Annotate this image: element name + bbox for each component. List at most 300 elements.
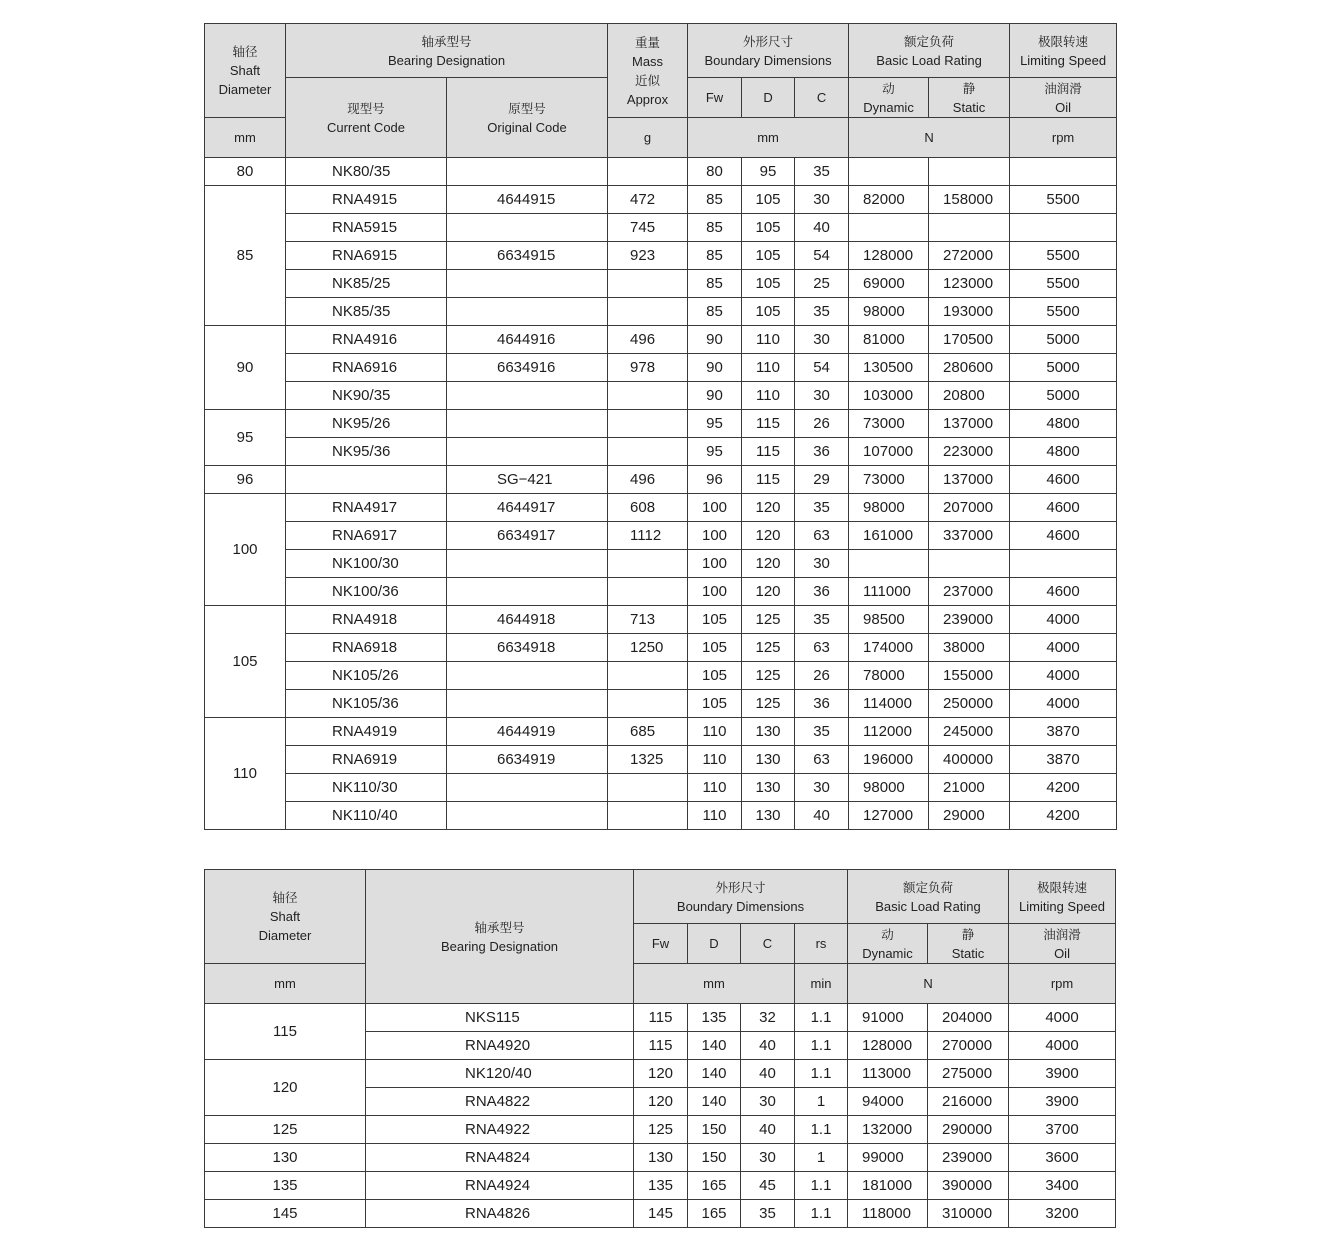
mass-cell — [608, 298, 688, 326]
fw-cell: 105 — [688, 690, 742, 718]
original-code-cell — [447, 438, 608, 466]
static-load-cell: 275000 — [928, 1060, 1009, 1088]
speed-header-2: 极限转速 Limiting Speed — [1009, 870, 1116, 924]
fw-cell: 90 — [688, 326, 742, 354]
original-code-header: 原型号 Original Code — [447, 78, 608, 158]
unit-mm: mm — [205, 118, 286, 158]
shaft-diameter-cell: 135 — [205, 1172, 366, 1200]
current-code-cell: RNA5915 — [286, 214, 447, 242]
dynamic-load-cell: 69000 — [849, 270, 929, 298]
d-cell: 110 — [742, 354, 795, 382]
limiting-speed-cell: 4000 — [1009, 1004, 1116, 1032]
fw-cell: 85 — [688, 214, 742, 242]
d-header: D — [742, 78, 795, 118]
static-load-cell: 137000 — [929, 466, 1010, 494]
dynamic-load-cell: 132000 — [848, 1116, 928, 1144]
limiting-speed-cell: 3200 — [1009, 1200, 1116, 1228]
limiting-speed-cell: 4000 — [1009, 1032, 1116, 1060]
shaft-diameter-cell: 130 — [205, 1144, 366, 1172]
limiting-speed-cell: 4000 — [1010, 690, 1117, 718]
fw-cell: 115 — [634, 1032, 688, 1060]
mass-cell: 978 — [608, 354, 688, 382]
c-cell: 36 — [795, 578, 849, 606]
original-code-cell — [447, 298, 608, 326]
rs-cell: 1.1 — [795, 1004, 848, 1032]
static-load-cell: 245000 — [929, 718, 1010, 746]
dynamic-load-cell: 114000 — [849, 690, 929, 718]
original-code-cell — [447, 578, 608, 606]
mass-cell — [608, 438, 688, 466]
dynamic-load-cell — [849, 158, 929, 186]
static-load-cell: 237000 — [929, 578, 1010, 606]
table-row — [205, 270, 1117, 298]
current-code-cell: RNA4919 — [286, 718, 447, 746]
table-row — [205, 298, 1117, 326]
current-code-cell: NK110/30 — [286, 774, 447, 802]
bearing-designation-cell: RNA4924 — [366, 1172, 634, 1200]
bearing-designation-cell: NKS115 — [366, 1004, 634, 1032]
bearing-designation-cell: RNA4922 — [366, 1116, 634, 1144]
fw-cell: 100 — [688, 522, 742, 550]
current-code-cell: RNA6918 — [286, 634, 447, 662]
static-load-cell: 290000 — [928, 1116, 1009, 1144]
mass-cell: 685 — [608, 718, 688, 746]
shaft-header: 轴径 Shaft Diameter — [205, 24, 286, 118]
dynamic-load-cell: 118000 — [848, 1200, 928, 1228]
d-cell: 115 — [742, 410, 795, 438]
dynamic-header: 动 Dynamic — [849, 78, 929, 118]
c-cell: 26 — [795, 662, 849, 690]
c-cell: 25 — [795, 270, 849, 298]
static-load-cell: 216000 — [928, 1088, 1009, 1116]
limiting-speed-cell: 4600 — [1010, 494, 1117, 522]
fw-cell: 105 — [688, 634, 742, 662]
original-code-cell: 4644919 — [447, 718, 608, 746]
designation-header: 轴承型号 Bearing Designation — [286, 24, 608, 78]
mass-cell: 1112 — [608, 522, 688, 550]
dynamic-load-cell: 98000 — [849, 774, 929, 802]
mass-cell — [608, 270, 688, 298]
dynamic-load-cell: 112000 — [849, 718, 929, 746]
limiting-speed-cell: 4600 — [1010, 522, 1117, 550]
c-cell: 54 — [795, 242, 849, 270]
shaft-diameter-cell: 100 — [205, 494, 286, 606]
mass-cell: 713 — [608, 606, 688, 634]
limiting-speed-cell: 3900 — [1009, 1088, 1116, 1116]
d-cell: 125 — [742, 662, 795, 690]
bearing-designation-cell: RNA4920 — [366, 1032, 634, 1060]
mass-cell — [608, 578, 688, 606]
original-code-cell: 6634916 — [447, 354, 608, 382]
dynamic-load-cell: 161000 — [849, 522, 929, 550]
mass-cell: 472 — [608, 186, 688, 214]
boundary-header-2: 外形尺寸 Boundary Dimensions — [634, 870, 848, 924]
current-code-cell: NK80/35 — [286, 158, 447, 186]
mass-header: 重量 Mass 近似 Approx — [608, 24, 688, 118]
limiting-speed-cell: 5500 — [1010, 298, 1117, 326]
fw-cell: 85 — [688, 298, 742, 326]
bearing-table-1 — [204, 23, 1117, 830]
c-cell: 35 — [795, 494, 849, 522]
original-code-cell: SG−421 — [447, 466, 608, 494]
dynamic-load-cell: 103000 — [849, 382, 929, 410]
limiting-speed-cell: 3600 — [1009, 1144, 1116, 1172]
d-cell: 105 — [742, 214, 795, 242]
c-cell: 30 — [795, 774, 849, 802]
fw-cell: 90 — [688, 382, 742, 410]
dynamic-load-cell — [849, 214, 929, 242]
limiting-speed-cell: 4000 — [1010, 606, 1117, 634]
shaft-diameter-cell: 110 — [205, 718, 286, 830]
original-code-cell: 6634919 — [447, 746, 608, 774]
d-cell: 120 — [742, 550, 795, 578]
table-row — [205, 158, 1117, 186]
fw-cell: 135 — [634, 1172, 688, 1200]
fw-cell: 105 — [688, 662, 742, 690]
c-cell: 30 — [741, 1144, 795, 1172]
static-header: 静 Static — [929, 78, 1010, 118]
unit-min-2: min — [795, 964, 848, 1004]
current-code-cell: NK95/26 — [286, 410, 447, 438]
c-cell: 35 — [795, 718, 849, 746]
original-code-cell — [447, 802, 608, 830]
limiting-speed-cell: 5000 — [1010, 382, 1117, 410]
shaft-diameter-cell: 80 — [205, 158, 286, 186]
oil-header: 油润滑 Oil — [1010, 78, 1117, 118]
unit-g: g — [608, 118, 688, 158]
fw-cell: 85 — [688, 242, 742, 270]
dynamic-load-cell: 98000 — [849, 298, 929, 326]
current-code-cell: NK95/36 — [286, 438, 447, 466]
original-code-cell — [447, 662, 608, 690]
original-code-cell — [447, 774, 608, 802]
table-row — [205, 522, 1117, 550]
c-cell: 30 — [795, 326, 849, 354]
static-load-cell: 158000 — [929, 186, 1010, 214]
fw-cell: 95 — [688, 410, 742, 438]
bearing-designation-cell: RNA4826 — [366, 1200, 634, 1228]
static-load-cell — [929, 214, 1010, 242]
mass-cell: 496 — [608, 326, 688, 354]
shaft-diameter-cell: 90 — [205, 326, 286, 410]
c-cell: 26 — [795, 410, 849, 438]
d-cell: 105 — [742, 298, 795, 326]
shaft-diameter-cell: 95 — [205, 410, 286, 466]
current-code-cell: RNA4915 — [286, 186, 447, 214]
table-row — [205, 746, 1117, 774]
fw-cell: 96 — [688, 466, 742, 494]
limiting-speed-cell: 4800 — [1010, 410, 1117, 438]
original-code-cell: 4644915 — [447, 186, 608, 214]
dynamic-load-cell: 98000 — [849, 494, 929, 522]
static-load-cell: 204000 — [928, 1004, 1009, 1032]
c-cell: 54 — [795, 354, 849, 382]
table-row — [205, 690, 1117, 718]
c-cell: 40 — [741, 1060, 795, 1088]
limiting-speed-cell — [1010, 158, 1117, 186]
oil-header-2: 油润滑 Oil — [1009, 924, 1116, 964]
d-cell: 135 — [688, 1004, 741, 1032]
static-load-cell: 270000 — [928, 1032, 1009, 1060]
dynamic-load-cell: 130500 — [849, 354, 929, 382]
original-code-cell — [447, 158, 608, 186]
rs-cell: 1.1 — [795, 1172, 848, 1200]
bearing-designation-cell: RNA4824 — [366, 1144, 634, 1172]
original-code-cell: 6634917 — [447, 522, 608, 550]
load-rating-header: 额定负荷 Basic Load Rating — [849, 24, 1010, 78]
dynamic-load-cell: 128000 — [848, 1032, 928, 1060]
d-cell: 125 — [742, 634, 795, 662]
d-cell: 110 — [742, 382, 795, 410]
table-row — [205, 466, 1117, 494]
table-row — [205, 1060, 1116, 1088]
c-cell: 35 — [741, 1200, 795, 1228]
current-code-cell: NK100/30 — [286, 550, 447, 578]
current-code-cell: NK110/40 — [286, 802, 447, 830]
table-row — [205, 1116, 1116, 1144]
c-cell: 32 — [741, 1004, 795, 1032]
unit-n: N — [849, 118, 1010, 158]
dynamic-load-cell: 174000 — [849, 634, 929, 662]
original-code-cell: 4644918 — [447, 606, 608, 634]
fw-cell: 100 — [688, 494, 742, 522]
speed-header: 极限转速 Limiting Speed — [1010, 24, 1117, 78]
fw-cell: 90 — [688, 354, 742, 382]
c-cell: 63 — [795, 634, 849, 662]
dynamic-load-cell: 196000 — [849, 746, 929, 774]
load-rating-header-2: 额定负荷 Basic Load Rating — [848, 870, 1009, 924]
d-cell: 150 — [688, 1144, 741, 1172]
table-row — [205, 494, 1117, 522]
dynamic-load-cell: 91000 — [848, 1004, 928, 1032]
original-code-cell: 6634915 — [447, 242, 608, 270]
c-cell: 63 — [795, 522, 849, 550]
mass-cell — [608, 550, 688, 578]
mass-cell — [608, 382, 688, 410]
table-row — [205, 774, 1117, 802]
mass-cell — [608, 662, 688, 690]
limiting-speed-cell — [1010, 214, 1117, 242]
fw-cell: 110 — [688, 718, 742, 746]
fw-cell: 100 — [688, 578, 742, 606]
fw-cell: 145 — [634, 1200, 688, 1228]
static-header-2: 静 Static — [928, 924, 1009, 964]
table-row — [205, 550, 1117, 578]
fw-cell: 100 — [688, 550, 742, 578]
current-code-cell: NK105/26 — [286, 662, 447, 690]
dynamic-load-cell: 94000 — [848, 1088, 928, 1116]
static-load-cell: 280600 — [929, 354, 1010, 382]
bearing-designation-cell: NK120/40 — [366, 1060, 634, 1088]
c-cell: 35 — [795, 158, 849, 186]
table-row — [205, 438, 1117, 466]
rs-cell: 1.1 — [795, 1116, 848, 1144]
c-cell: 30 — [741, 1088, 795, 1116]
static-load-cell: 155000 — [929, 662, 1010, 690]
table-row — [205, 326, 1117, 354]
dynamic-load-cell: 82000 — [849, 186, 929, 214]
limiting-speed-cell: 4000 — [1010, 634, 1117, 662]
mass-cell: 1250 — [608, 634, 688, 662]
fw-cell: 85 — [688, 186, 742, 214]
c-header-2: C — [741, 924, 795, 964]
limiting-speed-cell: 3870 — [1010, 718, 1117, 746]
dynamic-load-cell: 181000 — [848, 1172, 928, 1200]
fw-cell: 120 — [634, 1060, 688, 1088]
table-row — [205, 242, 1117, 270]
d-cell: 115 — [742, 438, 795, 466]
dynamic-load-cell: 73000 — [849, 466, 929, 494]
table-row — [205, 606, 1117, 634]
fw-cell: 110 — [688, 774, 742, 802]
current-code-cell: NK105/36 — [286, 690, 447, 718]
d-cell: 105 — [742, 242, 795, 270]
shaft-diameter-cell: 120 — [205, 1060, 366, 1116]
original-code-cell: 4644916 — [447, 326, 608, 354]
current-code-cell: RNA6919 — [286, 746, 447, 774]
table-row — [205, 662, 1117, 690]
d-cell: 140 — [688, 1088, 741, 1116]
limiting-speed-cell: 4200 — [1010, 802, 1117, 830]
c-cell: 35 — [795, 606, 849, 634]
table-row — [205, 578, 1117, 606]
original-code-cell — [447, 410, 608, 438]
d-cell: 130 — [742, 774, 795, 802]
original-code-cell: 4644917 — [447, 494, 608, 522]
limiting-speed-cell: 5500 — [1010, 186, 1117, 214]
unit-rpm-2: rpm — [1009, 964, 1116, 1004]
current-code-cell: NK100/36 — [286, 578, 447, 606]
rs-cell: 1.1 — [795, 1060, 848, 1088]
c-cell: 45 — [741, 1172, 795, 1200]
shaft-diameter-cell: 145 — [205, 1200, 366, 1228]
fw-cell: 95 — [688, 438, 742, 466]
c-cell: 40 — [741, 1116, 795, 1144]
static-load-cell: 21000 — [929, 774, 1010, 802]
mass-cell: 608 — [608, 494, 688, 522]
shaft-diameter-cell: 105 — [205, 606, 286, 718]
d-cell: 105 — [742, 270, 795, 298]
boundary-header: 外形尺寸 Boundary Dimensions — [688, 24, 849, 78]
d-cell: 130 — [742, 802, 795, 830]
limiting-speed-cell: 3900 — [1009, 1060, 1116, 1088]
table2-body — [205, 1004, 1116, 1228]
dynamic-load-cell: 127000 — [849, 802, 929, 830]
fw-cell: 125 — [634, 1116, 688, 1144]
fw-cell: 120 — [634, 1088, 688, 1116]
d-cell: 115 — [742, 466, 795, 494]
original-code-cell: 6634918 — [447, 634, 608, 662]
mass-cell: 923 — [608, 242, 688, 270]
rs-cell: 1.1 — [795, 1032, 848, 1060]
limiting-speed-cell: 3870 — [1010, 746, 1117, 774]
d-cell: 130 — [742, 718, 795, 746]
fw-cell: 80 — [688, 158, 742, 186]
fw-cell: 105 — [688, 606, 742, 634]
static-load-cell: 193000 — [929, 298, 1010, 326]
dynamic-load-cell: 81000 — [849, 326, 929, 354]
static-load-cell: 239000 — [928, 1144, 1009, 1172]
fw-cell: 110 — [688, 746, 742, 774]
c-cell: 30 — [795, 186, 849, 214]
d-cell: 110 — [742, 326, 795, 354]
d-cell: 120 — [742, 578, 795, 606]
original-code-cell — [447, 270, 608, 298]
static-load-cell — [929, 550, 1010, 578]
unit-n-2: N — [848, 964, 1009, 1004]
fw-cell: 130 — [634, 1144, 688, 1172]
table-row — [205, 186, 1117, 214]
dynamic-load-cell: 113000 — [848, 1060, 928, 1088]
static-load-cell: 137000 — [929, 410, 1010, 438]
fw-cell: 85 — [688, 270, 742, 298]
limiting-speed-cell: 4600 — [1010, 466, 1117, 494]
static-load-cell: 337000 — [929, 522, 1010, 550]
static-load-cell: 170500 — [929, 326, 1010, 354]
c-header: C — [795, 78, 849, 118]
dynamic-load-cell: 78000 — [849, 662, 929, 690]
table1-body — [205, 158, 1117, 830]
static-load-cell: 123000 — [929, 270, 1010, 298]
limiting-speed-cell: 4800 — [1010, 438, 1117, 466]
c-cell: 40 — [795, 802, 849, 830]
d-cell: 125 — [742, 690, 795, 718]
d-cell: 105 — [742, 186, 795, 214]
table-row — [205, 802, 1117, 830]
current-code-cell: RNA6916 — [286, 354, 447, 382]
bearing-designation-cell: RNA4822 — [366, 1088, 634, 1116]
dynamic-load-cell — [849, 550, 929, 578]
mass-cell: 496 — [608, 466, 688, 494]
limiting-speed-cell: 4600 — [1010, 578, 1117, 606]
c-cell: 63 — [795, 746, 849, 774]
limiting-speed-cell: 3700 — [1009, 1116, 1116, 1144]
original-code-cell — [447, 214, 608, 242]
limiting-speed-cell — [1010, 550, 1117, 578]
d-header-2: D — [688, 924, 741, 964]
dynamic-load-cell: 128000 — [849, 242, 929, 270]
d-cell: 95 — [742, 158, 795, 186]
dynamic-header-2: 动 Dynamic — [848, 924, 928, 964]
mass-cell — [608, 410, 688, 438]
original-code-cell — [447, 550, 608, 578]
current-code-cell: NK90/35 — [286, 382, 447, 410]
dynamic-load-cell: 107000 — [849, 438, 929, 466]
current-code-cell: RNA4918 — [286, 606, 447, 634]
unit-dim-mm: mm — [688, 118, 849, 158]
static-load-cell: 239000 — [929, 606, 1010, 634]
shaft-diameter-cell: 85 — [205, 186, 286, 326]
table-row — [205, 1200, 1116, 1228]
table-row — [205, 382, 1117, 410]
dynamic-load-cell: 99000 — [848, 1144, 928, 1172]
shaft-diameter-cell: 125 — [205, 1116, 366, 1144]
table-row — [205, 214, 1117, 242]
unit-dim-mm-2: mm — [634, 964, 795, 1004]
table-row — [205, 1172, 1116, 1200]
current-code-cell: RNA6915 — [286, 242, 447, 270]
shaft-diameter-cell: 115 — [205, 1004, 366, 1060]
table-row — [205, 718, 1117, 746]
dynamic-load-cell: 98500 — [849, 606, 929, 634]
limiting-speed-cell: 4000 — [1010, 662, 1117, 690]
current-code-cell: RNA4916 — [286, 326, 447, 354]
table-row — [205, 410, 1117, 438]
static-load-cell: 207000 — [929, 494, 1010, 522]
c-cell: 35 — [795, 298, 849, 326]
fw-cell: 115 — [634, 1004, 688, 1032]
d-cell: 165 — [688, 1172, 741, 1200]
